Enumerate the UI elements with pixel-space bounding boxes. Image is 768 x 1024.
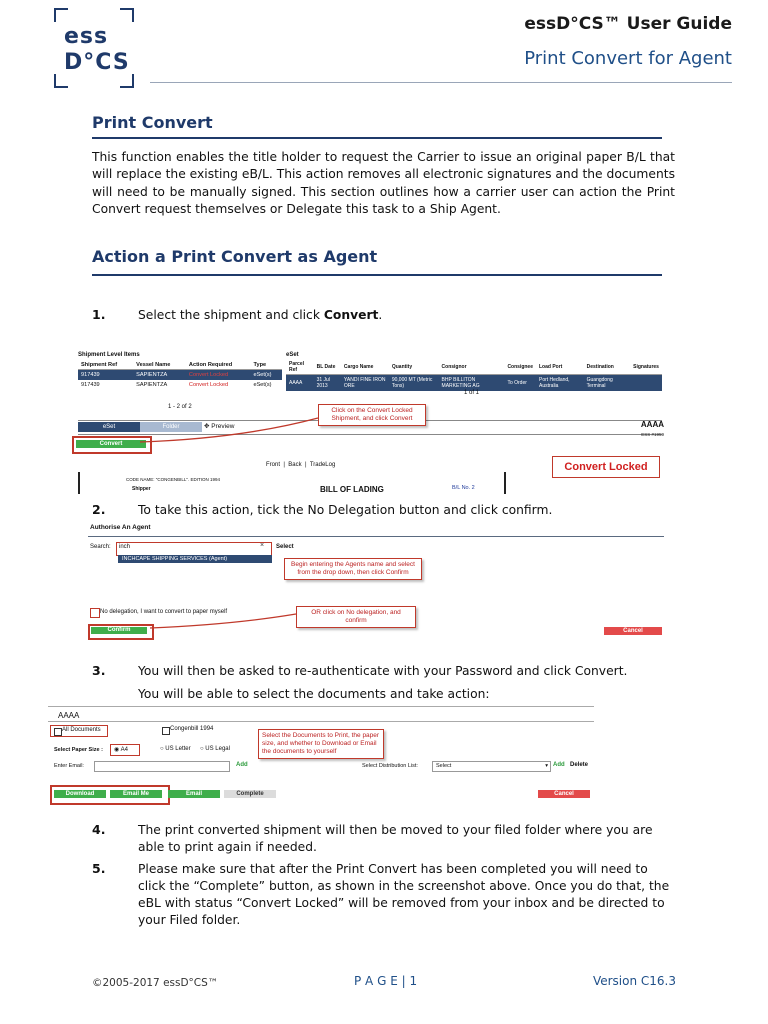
shipment-pager: 1 - 2 of 2 bbox=[168, 404, 192, 410]
add-distribution-link[interactable]: Add bbox=[553, 762, 565, 768]
preview-icon: ✥ bbox=[204, 423, 212, 430]
col-header: Action Required bbox=[186, 361, 251, 370]
step-text-part: Select the shipment and click bbox=[138, 308, 324, 322]
cell: To Order bbox=[507, 380, 527, 386]
highlight-box bbox=[116, 542, 272, 556]
radio-icon: ○ bbox=[200, 746, 206, 752]
step-number: 1. bbox=[92, 307, 106, 322]
paper-option-us-letter[interactable] bbox=[160, 746, 191, 752]
email-label: Enter Email: bbox=[54, 763, 84, 769]
option-label: US Legal bbox=[205, 746, 230, 752]
bill-of-lading-title: BILL OF LADING bbox=[320, 485, 384, 494]
no-delegation-label: No delegation, I want to convert to paper myself bbox=[100, 609, 228, 615]
step-number: 2. bbox=[92, 502, 106, 517]
cell: Port Hedland, Australia bbox=[539, 377, 570, 389]
col-header: Signatures bbox=[630, 360, 662, 375]
cancel-button[interactable]: Cancel bbox=[604, 627, 662, 635]
cell: Convert Locked bbox=[188, 372, 229, 378]
panel-divider bbox=[48, 721, 594, 722]
step-number: 3. bbox=[92, 663, 106, 678]
select-button[interactable]: Select bbox=[276, 544, 294, 550]
table-row[interactable] bbox=[286, 375, 662, 392]
col-header: Type bbox=[250, 361, 282, 370]
agent-dropdown-option[interactable]: INCHCAPE SHIPPING SERVICES (Agent) bbox=[118, 555, 272, 563]
email-input[interactable] bbox=[94, 761, 230, 772]
distribution-select[interactable] bbox=[432, 761, 551, 772]
agent-search-input[interactable]: inch bbox=[119, 544, 131, 550]
step-text: You will then be asked to re-authenticate with your Password and click Convert. bbox=[138, 664, 628, 678]
callout-arrow bbox=[148, 612, 298, 632]
select-value: Select bbox=[436, 763, 452, 769]
email-me-button[interactable]: Email Me bbox=[110, 790, 162, 798]
nav-separator: | bbox=[304, 462, 307, 468]
callout-arrow bbox=[138, 410, 322, 446]
download-button[interactable]: Download bbox=[54, 790, 106, 798]
convert-locked-badge: Convert Locked bbox=[552, 456, 660, 478]
document-label: Congenbill 1994 bbox=[170, 726, 214, 732]
reference-id: AAAA bbox=[58, 711, 80, 720]
delete-distribution-link[interactable]: Delete bbox=[570, 762, 589, 768]
intro-paragraph: This function enables the title holder to request the Carrier to issue an original paper B/L that will replace the existing eB/L. This action removes all electronic signatures and the documents will need to be manually signed. This section outlines how a carrier user can action the Print Convert request themselves or Delegate this task to a Ship Agent. bbox=[92, 150, 675, 217]
eset-table bbox=[286, 360, 662, 391]
step-text-bold: Convert bbox=[323, 308, 379, 322]
cell: 31 Jul 2013 bbox=[316, 377, 330, 389]
heading-divider bbox=[92, 137, 662, 139]
doc-nav[interactable] bbox=[266, 462, 335, 468]
nav-separator: | bbox=[283, 462, 285, 468]
shipper-label: Shipper bbox=[132, 486, 151, 492]
title-divider bbox=[88, 536, 664, 537]
step-text-part: . bbox=[378, 308, 383, 322]
col-header: Shipment Ref bbox=[78, 361, 133, 370]
no-delegation-checkbox[interactable] bbox=[90, 608, 100, 618]
company-logo bbox=[54, 8, 134, 88]
tab-folder[interactable]: Folder bbox=[140, 422, 202, 432]
step-text: You will be able to select the documents and take action: bbox=[138, 687, 490, 701]
table-row[interactable] bbox=[78, 380, 282, 390]
cell: SAPIENTZA bbox=[136, 382, 168, 388]
option-label: US Letter bbox=[165, 746, 191, 752]
chevron-down-icon: ▾ bbox=[545, 763, 548, 769]
radio-selected-icon: ◉ bbox=[114, 747, 121, 753]
logo-text-top: ess bbox=[64, 24, 109, 49]
logo-text-bottom: D°CS bbox=[64, 50, 130, 75]
col-header: Destination bbox=[584, 360, 630, 375]
cell bbox=[630, 375, 662, 392]
confirm-button[interactable]: Confirm bbox=[91, 627, 147, 634]
code-name: CODE NAME: "CONGENBILL". EDITION 1994 bbox=[126, 477, 220, 482]
callout-convert: Click on the Convert Locked Shipment, and click Convert bbox=[318, 404, 426, 426]
col-header: Quantity bbox=[389, 360, 439, 375]
radio-icon: ○ bbox=[160, 746, 166, 752]
step-text: To take this action, tick the No Delegation button and click confirm. bbox=[138, 503, 553, 517]
section-header-title: Print Convert for Agent bbox=[524, 48, 732, 69]
convert-button[interactable]: Convert bbox=[76, 440, 146, 448]
shipment-list-title: Shipment Level Items bbox=[78, 352, 140, 358]
table-row[interactable] bbox=[78, 370, 282, 381]
col-header: Cargo Name bbox=[341, 360, 389, 375]
cell: YANDI FINE IRON ORE bbox=[343, 377, 386, 389]
cell: eSet(s) bbox=[253, 382, 272, 388]
complete-button[interactable]: Complete bbox=[224, 790, 276, 798]
eset-pager: 1 of 1 bbox=[464, 390, 480, 396]
heading-divider bbox=[92, 274, 662, 276]
clear-icon[interactable]: × bbox=[260, 542, 265, 549]
document-checkbox[interactable] bbox=[162, 727, 170, 735]
screenshot-document-selection bbox=[48, 706, 594, 807]
step-number: 4. bbox=[92, 822, 106, 837]
cell: 917439 bbox=[81, 382, 100, 388]
nav-front[interactable]: Front bbox=[266, 462, 281, 468]
screenshot-shipment-list bbox=[78, 352, 666, 494]
header-divider bbox=[150, 82, 732, 83]
ess-reference: ESS #1959 bbox=[641, 432, 664, 437]
col-header: Consignee bbox=[504, 360, 536, 375]
add-email-link[interactable]: Add bbox=[236, 762, 248, 768]
tab-eset[interactable]: eSet bbox=[78, 422, 140, 432]
distribution-label: Select Distribution List: bbox=[362, 763, 418, 769]
paper-size-label: Select Paper Size : bbox=[54, 747, 103, 753]
email-button[interactable]: Email bbox=[168, 790, 220, 798]
callout-no-delegation: OR click on No delegation, and confirm bbox=[296, 606, 416, 628]
tab-preview-label: Preview bbox=[211, 423, 235, 430]
paper-option-a4[interactable] bbox=[114, 746, 128, 753]
cell: SAPIENTZA bbox=[136, 372, 168, 378]
cell: Convert Locked bbox=[188, 382, 229, 388]
copyright: ©2005-2017 essD°CS™ bbox=[92, 977, 219, 989]
cell: BHP BILLITON MARKETING AG bbox=[441, 377, 480, 389]
option-label: A4 bbox=[120, 747, 128, 753]
action-agent-heading: Action a Print Convert as Agent bbox=[92, 247, 378, 266]
bl-number: B/L No. 2 bbox=[452, 485, 475, 491]
nav-back[interactable]: Back bbox=[288, 462, 302, 468]
col-header: Vessel Name bbox=[133, 361, 186, 370]
all-documents-label: All Documents bbox=[62, 727, 101, 733]
callout-documents: Select the Documents to Print, the paper size, and whether to Download or Email the documents to yourself bbox=[258, 729, 384, 759]
col-header: Load Port bbox=[536, 360, 584, 375]
col-header: BL Date bbox=[314, 360, 341, 375]
all-documents-checkbox[interactable] bbox=[54, 728, 62, 736]
eset-title: eSet bbox=[286, 352, 299, 358]
cell: 90,000 MT (Metric Tons) bbox=[391, 377, 433, 389]
cell: eSet(s) bbox=[253, 372, 272, 378]
search-label: Search: bbox=[90, 544, 111, 550]
version: Version C16.3 bbox=[592, 974, 676, 988]
reference-id: AAAA bbox=[640, 420, 664, 429]
paper-option-us-legal[interactable] bbox=[200, 746, 230, 752]
col-header: Parcel Ref bbox=[286, 360, 314, 375]
cell: AAAA bbox=[289, 380, 303, 386]
step-text: Please make sure that after the Print Convert has been completed you will need to click the “Complete” button, as shown in the screenshot above. Once you do that, the eBL with status “Convert Locked” will be removed from your inbox and be directed to your Filed folder. bbox=[138, 862, 670, 927]
step-number: 5. bbox=[92, 861, 106, 876]
cell: Guangdong Terminal bbox=[586, 377, 613, 389]
page-number: P A G E | 1 bbox=[354, 974, 418, 988]
nav-tradelog[interactable]: TradeLog bbox=[309, 462, 336, 468]
shipment-table bbox=[78, 361, 282, 390]
guide-title: essD°CS™ User Guide bbox=[524, 14, 732, 34]
cell: 917439 bbox=[81, 372, 100, 378]
cancel-button[interactable]: Cancel bbox=[538, 790, 590, 798]
col-header: Consignor bbox=[439, 360, 505, 375]
screenshot-authorise-agent bbox=[88, 522, 664, 640]
print-convert-heading: Print Convert bbox=[92, 113, 213, 132]
step-text bbox=[138, 307, 678, 324]
callout-agent-search: Begin entering the Agents name and select from the drop down, then click Confirm bbox=[284, 558, 422, 580]
authorise-title: Authorise An Agent bbox=[90, 524, 151, 531]
step-text: The print converted shipment will then be moved to your filed folder where you are able to print again if needed. bbox=[138, 823, 653, 854]
